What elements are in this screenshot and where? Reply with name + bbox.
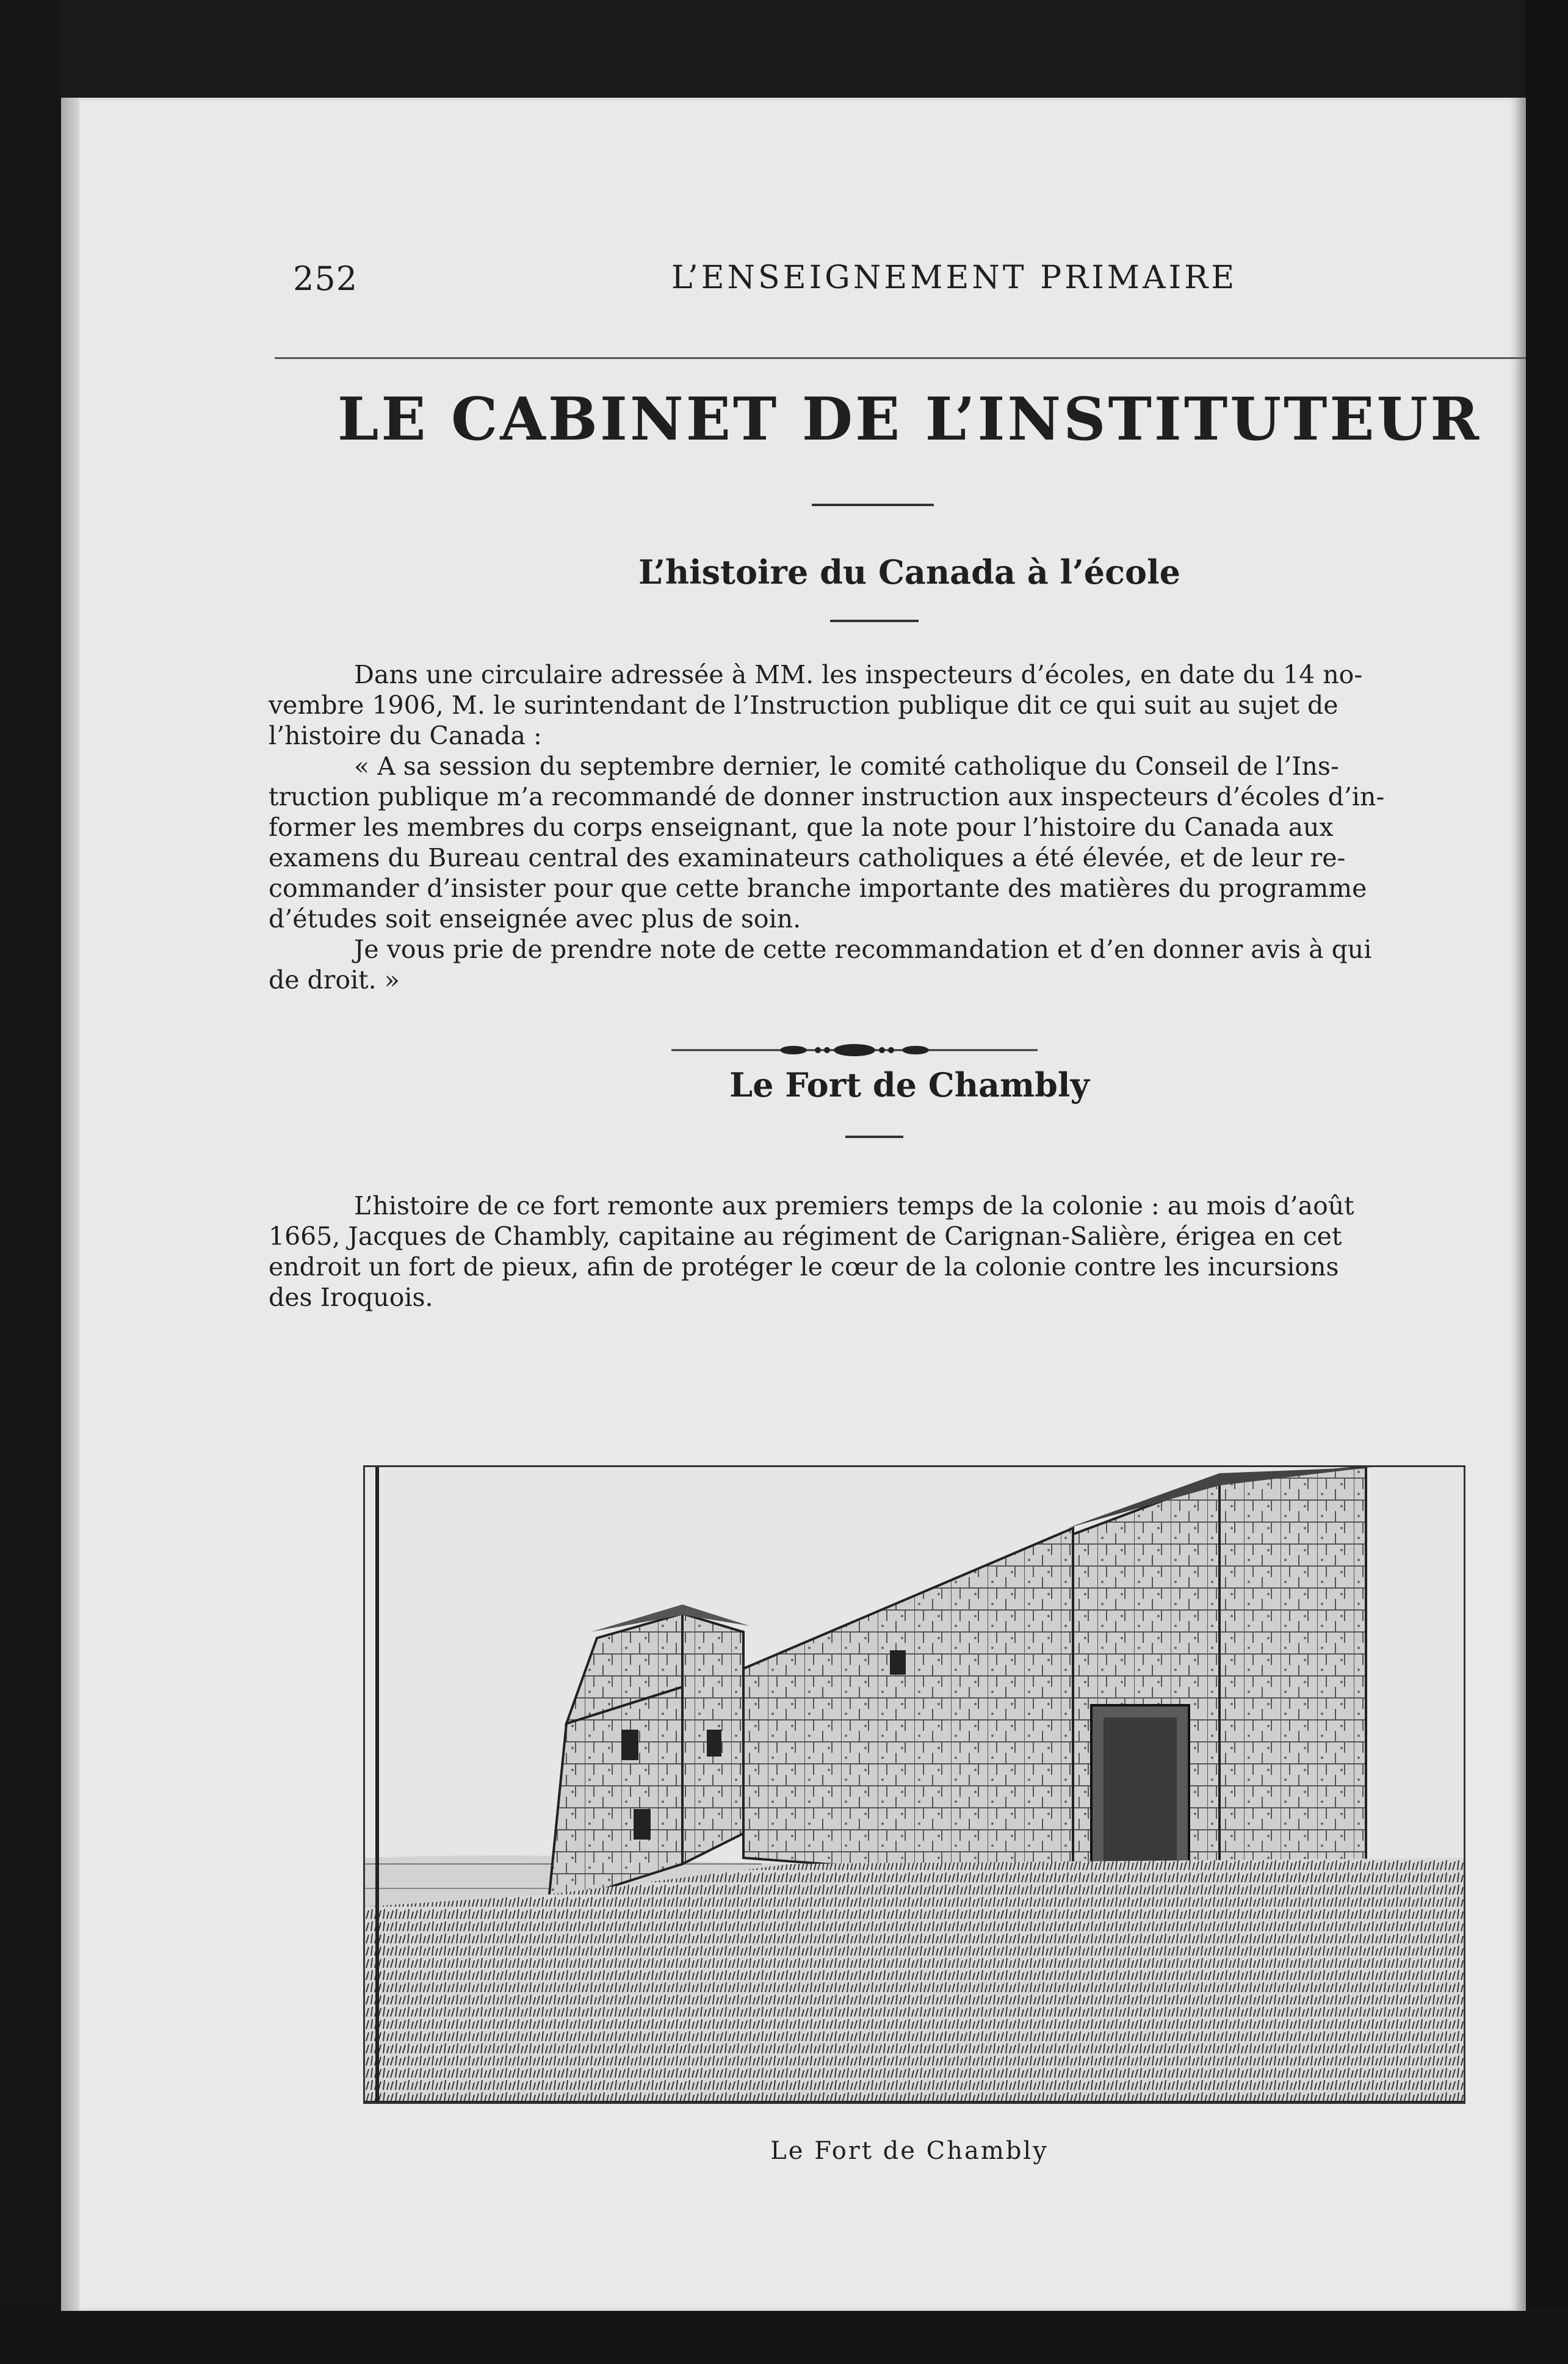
text-line: endroit un fort de pieux, afin de protéger le cœur de la colonie contre les incursions (269, 1252, 1339, 1282)
running-head (293, 259, 1526, 308)
fort-chambly-engraving (363, 1465, 1465, 2104)
article-title-chambly: Le Fort de Chambly (729, 1065, 1089, 1104)
article2-title-underline (845, 1136, 903, 1138)
text-line: truction publique m’a recommandé de donner instruction aux inspecteurs d’écoles d’in- (269, 782, 1385, 811)
text-line: former les membres du corps enseignant, que la note pour l’histoire du Canada aux (269, 813, 1334, 842)
scan-border-bottom (0, 2309, 1568, 2364)
text-line: Dans une circulaire adressée à MM. les inspecteurs d’écoles, en date du 14 no- (354, 660, 1363, 689)
book-page (61, 98, 1526, 2311)
text-line: 1665, Jacques de Chambly, capitaine au régiment de Carignan-Salière, érigea en cet (269, 1222, 1342, 1251)
article2-paragraph (269, 1191, 1526, 1313)
article1-paragraph (269, 659, 1526, 751)
text-line: vembre 1906, M. le surintendant de l’Instruction publique dit ce qui suit au sujet de (269, 691, 1339, 720)
journal-title: L’ENSEIGNEMENT PRIMAIRE (671, 259, 1238, 296)
article1-quote (269, 751, 1526, 995)
text-line: commander d’insister pour que cette branche importante des matières du programme (269, 874, 1367, 903)
scan-border-right (1525, 0, 1568, 2364)
text-line: des Iroquois. (269, 1283, 433, 1312)
figure-caption: Le Fort de Chambly (770, 2137, 1049, 2165)
page-spine-shadow (61, 98, 79, 2311)
text-line: examens du Bureau central des examinateurs catholiques a été élevée, et de leur re- (269, 843, 1346, 872)
text-line: l’histoire du Canada : (269, 721, 542, 750)
scan-border-left (0, 0, 61, 2364)
article-title-underline (830, 620, 919, 622)
text-line: d’études soit enseignée avec plus de soin. (269, 904, 801, 934)
text-line: de droit. » (269, 965, 400, 995)
title-divider (812, 504, 934, 506)
text-line: Je vous prie de prendre note de cette recommandation et d’en donner avis à qui (354, 935, 1372, 964)
header-rule (275, 357, 1526, 359)
text-line: L’histoire de ce fort remonte aux premiers temps de la colonie : au mois d’août (354, 1191, 1354, 1220)
page-number: 252 (293, 259, 358, 298)
article-title-histoire: L’histoire du Canada à l’école (638, 553, 1180, 592)
ornament-divider (671, 1038, 1038, 1062)
section-title: LE CABINET DE L’INSTITUTEUR (337, 385, 1482, 454)
text-line: « A sa session du septembre dernier, le comité catholique du Conseil de l’Ins- (354, 752, 1339, 781)
